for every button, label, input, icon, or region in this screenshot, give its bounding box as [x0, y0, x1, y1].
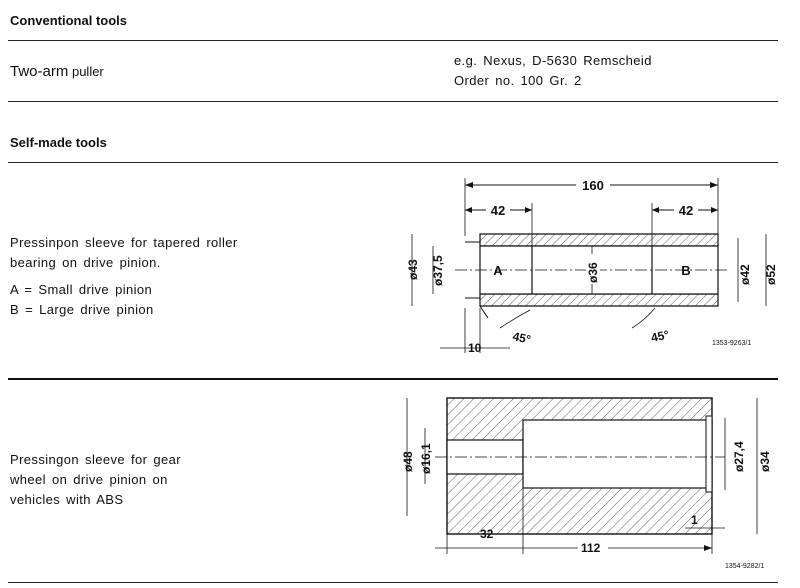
- label-a: A: [493, 263, 503, 278]
- dim-step: 10: [468, 341, 482, 355]
- dim-overall: 160: [582, 178, 604, 193]
- divider: [8, 378, 778, 380]
- angle-left: 45°: [511, 329, 533, 347]
- dim-len1: 1: [691, 513, 698, 527]
- divider: [8, 582, 778, 583]
- sleeve1-desc-line2: bearing on drive pinion.: [10, 255, 161, 270]
- sleeve2-desc-line1: Pressingon sleeve for gear: [10, 452, 182, 467]
- tool-name-two-arm-puller: [10, 63, 104, 80]
- supplier-note-line1: e.g. Nexus, D-5630 Remscheid: [454, 53, 652, 68]
- sleeve2-drawing: [395, 388, 790, 578]
- dim-len32: 32: [480, 527, 494, 541]
- section-title-selfmade: Self-made tools: [10, 135, 107, 150]
- sleeve1-drawing: [400, 168, 790, 368]
- dim-d161: ø16,1: [419, 443, 433, 474]
- divider: [8, 101, 778, 102]
- dim-right-length: 42: [678, 203, 694, 218]
- dim-d375: ø37,5: [431, 255, 445, 286]
- sleeve1-legend-b: B = Large drive pinion: [10, 302, 154, 317]
- dim-d43: ø43: [406, 259, 420, 280]
- sleeve1-desc-line1: Pressinpon sleeve for tapered roller: [10, 235, 238, 250]
- dim-d36: ø36: [586, 262, 600, 283]
- angle-right: 45°: [649, 327, 671, 345]
- tool-name-part1: Two-arm: [10, 63, 69, 80]
- supplier-note-line2: Order no. 100 Gr. 2: [454, 73, 582, 88]
- dim-d34: ø34: [758, 451, 772, 472]
- dim-left-length: 42: [490, 203, 506, 218]
- divider: [8, 40, 778, 41]
- divider: [8, 162, 778, 163]
- section-title-conventional: Conventional tools: [10, 13, 127, 28]
- sleeve1-legend-a: A = Small drive pinion: [10, 282, 153, 297]
- dim-d42: ø42: [738, 264, 752, 285]
- label-b: B: [681, 263, 691, 278]
- dim-len112: 112: [581, 541, 601, 555]
- dim-d48: ø48: [401, 451, 415, 472]
- sleeve2-desc-line3: vehicles with ABS: [10, 492, 124, 507]
- dim-d274: ø27,4: [732, 441, 746, 472]
- dim-d52: ø52: [764, 264, 778, 285]
- tool-name-part2: puller: [71, 64, 104, 79]
- drawing-ref: 1354-9282/1: [725, 563, 765, 570]
- sleeve2-desc-line2: wheel on drive pinion on: [10, 472, 168, 487]
- drawing-ref: 1353-9263/1: [712, 340, 752, 347]
